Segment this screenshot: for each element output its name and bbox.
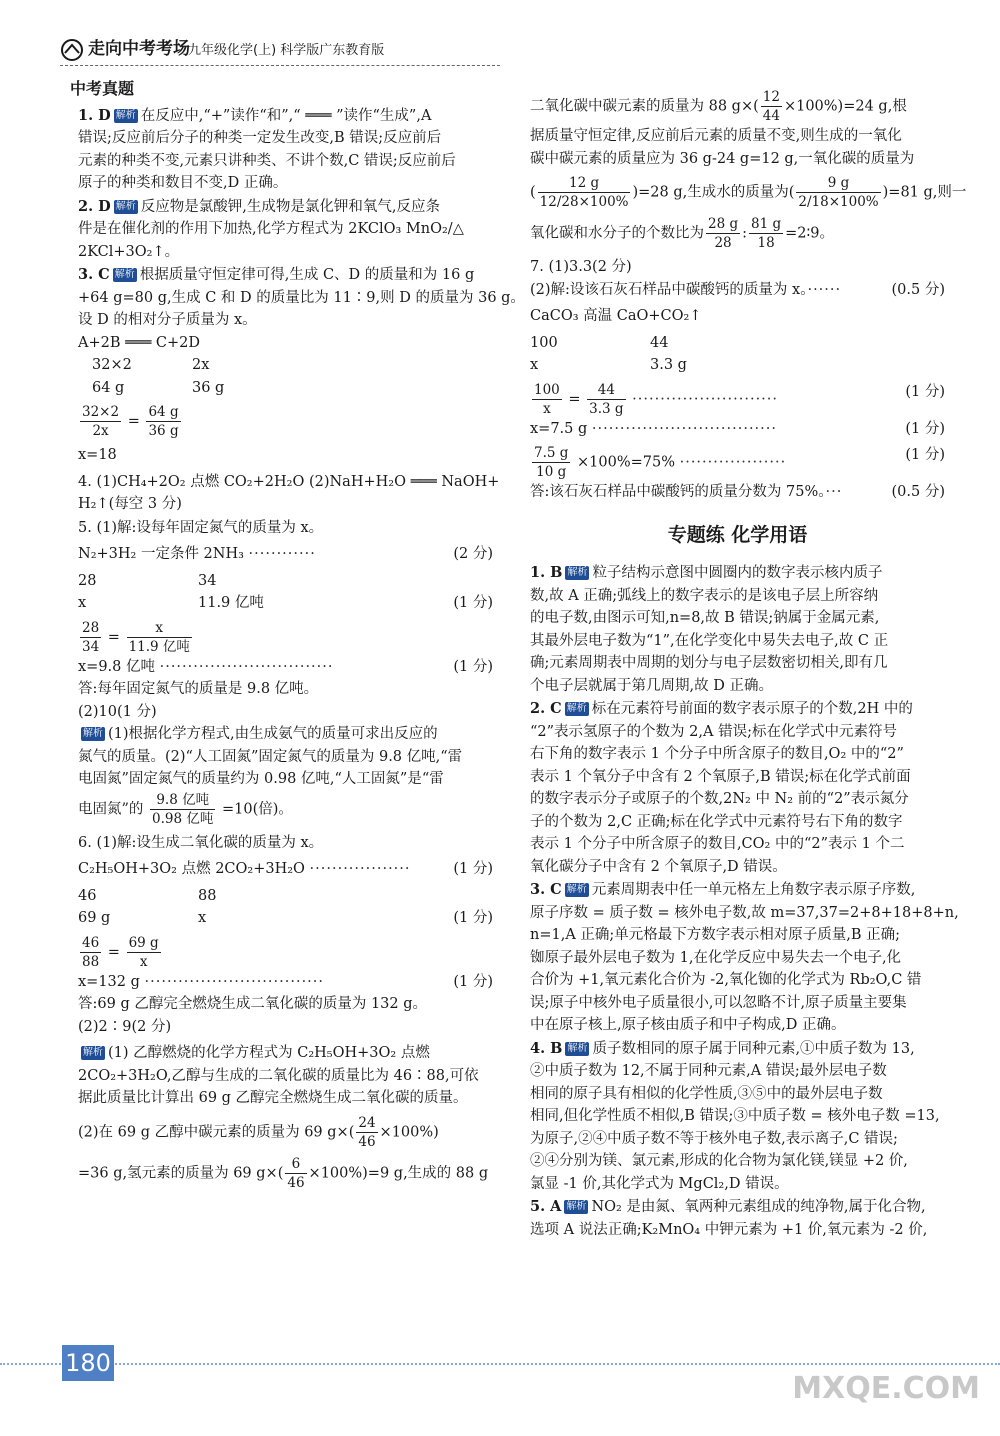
text-line: H₂↑(每空 3 分) bbox=[78, 496, 182, 512]
text-line: 铷原子最外层电子数为 1,在化学反应中易失去一个电子,化 bbox=[530, 949, 902, 966]
ratio-row: 64 g 36 g bbox=[92, 379, 225, 396]
text-line: 其最外层电子数为“1”,在化学变化中易失去电子,故 C 正 bbox=[530, 632, 889, 649]
right-column bbox=[530, 88, 967, 1242]
text-line: 设 D 的相对分子质量为 x。 bbox=[78, 312, 257, 328]
text-line: 个电子层就属于第几周期,故 D 正确。 bbox=[530, 677, 773, 694]
score: (1 分) bbox=[453, 658, 493, 675]
score: (1 分) bbox=[453, 910, 493, 926]
text-line: 右下角的数字表示 1 个分子中所含原子的数目,O₂ 中的“2” bbox=[530, 746, 904, 762]
page-number: 180 bbox=[62, 1345, 114, 1381]
question-5: 5. (1)解:设每年固定氮气的质量为 x。 N₂+3H₂ 一定条件 2NH₃ ············ (2 分) 28 34 x 11.9 亿吨 (1 分) $\frac{28}{34}$ = $\frac{x}{\text{11.9 亿吨}}$ x=9.8 亿吨 ······························· (1 分) 答:每年固定氮气的质量是 9.8 亿吨。 (2)10(1 分) 解析 (1)根据化学方程式,由生成氨气的质量可求出反应的 氮气的质量。(2)“人工固氮”固定氮气的质量为 9.8 亿吨,“雷 电固氮”固定氮气的质量约为 0.98 亿吨,“人工固氮”是“雷 电固氮”的 $\frac{\text{9.8 亿吨}}{\text{0.98 亿吨}}$ =10(倍)。 bbox=[78, 517, 493, 828]
ratio-row: 32×2 2x bbox=[92, 357, 210, 373]
text-line: (2)2∶9(2 分) bbox=[78, 1018, 172, 1035]
text-line: 选项 A 说法正确;K₂MnO₄ 中钾元素为 +1 价,氧元素为 -2 价, bbox=[530, 1221, 928, 1238]
text-line: 答:每年固定氮气的质量是 9.8 亿吨。 bbox=[78, 681, 319, 697]
answer-label: 4. B bbox=[530, 1039, 563, 1057]
watermark: MXQE.COM bbox=[792, 1371, 980, 1406]
text-line: =36 g,氢元素的质量为 69 g×( $\frac{6}{46}$ ×100%)=9 g,生成的 88 g bbox=[78, 1155, 489, 1191]
question-7 bbox=[530, 256, 945, 504]
logo-icon bbox=[60, 38, 84, 62]
question-1 bbox=[78, 105, 493, 195]
analysis-badge: 解析 bbox=[114, 269, 135, 280]
analysis-badge: 解析 bbox=[115, 109, 136, 121]
header-divider bbox=[60, 65, 500, 66]
text-line: 子的个数为 2,C 正确;标在化学式中元素符号右下角的数字 bbox=[530, 813, 903, 830]
text-line: “2”表示氢原子的个数为 2,A 错误;标在化学式中元素符号 bbox=[530, 723, 897, 740]
answer-label: 5. A bbox=[530, 1198, 562, 1215]
ratio-row: 100 44 bbox=[530, 334, 669, 351]
text-line: 2CO₂+3H₂O,乙醇与生成的二氧化碳的质量比为 46∶88,可依 bbox=[78, 1067, 479, 1084]
question-3 bbox=[78, 264, 525, 467]
text-line: 据此质量比计算出 69 g 乙醇完全燃烧生成二氧化碳的质量。 bbox=[78, 1090, 468, 1106]
analysis-badge: 解析 bbox=[566, 703, 587, 714]
text-line: 氯显 -1 价,其化学式为 MgCl₂,D 错误。 bbox=[530, 1175, 789, 1192]
topic-title: 专题练 化学用语 bbox=[667, 523, 808, 546]
text-line: 根据质量守恒定律可得,生成 C、D 的质量和为 16 g bbox=[139, 267, 475, 283]
analysis-badge: 解析 bbox=[566, 1201, 587, 1212]
text-line: 表示 1 个分子中所含原子的数目,CO₂ 中的“2”表示 1 个二 bbox=[530, 836, 905, 852]
text-line: ②④分别为镁、氯元素,形成的化合物为氯化镁,镁显 +2 价, bbox=[530, 1153, 908, 1169]
topic-question-1: 1. B 解析 粒子结构示意图中圆圈内的数字表示核内质子 数,故 A 正确;弧线上的数字表示的是该电子层上所容纳 的电子数,由图示可知,n=8,故 B 错误;钠属于金属元素, 其最外层电子数为“1”,在化学变化中易失去电子,故 C 正 确;元素周期表中周期的划分与电子层数密切相关,即有几 个电子层就属于第几周期,故 D 正确。 bbox=[530, 562, 945, 697]
text-line: 件是在催化剂的作用下加热,化学方程式为 2KClO₃ MnO₂/△ bbox=[78, 221, 464, 237]
footer-divider bbox=[0, 1363, 1000, 1365]
text-line: ( $\frac{12 g}{12/28\times 100\%}$ )=28 g,生成水的质量为( $\frac{9 g}{2/18\times 100\%}$ )=81 g,则一 bbox=[530, 175, 967, 210]
analysis-badge: 解析 bbox=[115, 200, 136, 212]
text-line: 的电子数,由图示可知,n=8,故 B 错误;钠属于金属元素, bbox=[530, 610, 880, 626]
topic-question-2: 2. C 解析 标在元素符号前面的数字表示原子的个数,2H 中的 “2”表示氢原子的个数为 2,A 错误;标在化学式中元素符号 右下角的数字表示 1 个分子中所含原子的数目,O₂ 中的“2” 表示 1 个氧分子中含有 2 个氧原子,B 错误;标在化学式前面 的数字表示分子或原子的个数,2N₂ 中 N₂ 前的“2”表示氮分 子的个数为 2,C 正确;标在化学式中元素符号右下角的数字 表示 1 个分子中所含原子的数目,CO₂ 中的“2”表示 1 个二 氧化碳分子中含有 2 个氧原子,D 错误。 bbox=[530, 698, 945, 878]
text-line: n=1,A 正确;单元格最下方数字表示相对原子质量,B 正确; bbox=[530, 927, 901, 943]
result: x=18 bbox=[78, 447, 117, 463]
topic-question-4: 4. B 解析 质子数相同的原子属于同种元素,①中质子数为 13, ②中质子数为 12,不属于同种元素,A 错误;最外层电子数 相同的原子具有相似的化学性质,③⑤中的最外层电子数 相同,但化学性质不相似,B 错误;③中质子数 = 核外电子数 =13, 为原子,②④中质子数不等于核外电子数,表示离子,C 错误; ②④分别为镁、氯元素,形成的化合物为氯化镁,镁显 +2 价, 氯显 -1 价,其化学式为 MgCl₂,D 错误。 bbox=[530, 1038, 945, 1196]
score: (0.5 分) bbox=[891, 484, 945, 500]
section-title: 中考真题 bbox=[70, 79, 135, 98]
text-line: 氮气的质量。(2)“人工固氮”固定氮气的质量为 9.8 亿吨,“雷 bbox=[78, 748, 463, 765]
text-line: 为原子,②④中质子数不等于核外电子数,表示离子,C 错误; bbox=[530, 1130, 898, 1147]
text-line: 相同的原子具有相似的化学性质,③⑤中的最外层电子数 bbox=[530, 1085, 883, 1102]
text-line: 确;元素周期表中周期的划分与电子层数密切相关,即有几 bbox=[530, 655, 888, 671]
text-line: 6. (1)解:设生成二氧化碳的质量为 x。 bbox=[78, 834, 324, 851]
page-header bbox=[60, 36, 940, 68]
proportion: $\frac{32\times 2}{2x}$ = $\frac{64 g}{36 g}$ bbox=[82, 404, 179, 439]
analysis-badge: 解析 bbox=[567, 567, 588, 578]
answer-label: 3. C bbox=[78, 266, 110, 283]
score: (1 分) bbox=[453, 973, 493, 990]
text-line: 氧化碳和水分子的个数比为 $\frac{28 g}{28}$ : $\frac{81 g}{18}$ =2∶9。 bbox=[530, 216, 835, 251]
score: (1 分) bbox=[905, 447, 945, 463]
equation: CaCO₃ 高温 CaO+CO₂↑ bbox=[530, 308, 702, 324]
text-line: 中在原子核上,原子核由质子和中子构成,D 正确。 bbox=[530, 1017, 846, 1033]
text-line: 元素的种类不变,元素只讲种类、不讲个数,C 错误;反应前后 bbox=[78, 152, 456, 169]
answer-label: 1. B bbox=[530, 564, 563, 581]
text-line: 4. (1)CH₄+2O₂ 点燃 CO₂+2H₂O (2)NaH+H₂O ═══ NaOH+ bbox=[78, 473, 500, 490]
answer-label: 2. D bbox=[78, 197, 111, 215]
text-line: 误;原子中核外电子质量很小,可以忽略不计,原子质量主要集 bbox=[530, 994, 907, 1011]
equation: N₂+3H₂ 一定条件 2NH₃ ············ (2 分) bbox=[78, 543, 493, 566]
result: x=9.8 亿吨 ······························· (1 分) bbox=[78, 656, 493, 679]
analysis-badge: 解析 bbox=[566, 884, 587, 895]
equation: C₂H₅OH+3O₂ 点燃 2CO₂+3H₂O ·················· (1 分) bbox=[78, 858, 493, 881]
text-line: 答:69 g 乙醇完全燃烧生成二氧化碳的质量为 132 g。 bbox=[78, 996, 428, 1012]
proportion: $\frac{100}{x}$ = $\frac{44}{3.3 g}$ ·························· (1 分) bbox=[534, 381, 945, 417]
text-line: 二氧化碳中碳元素的质量为 88 g×( $\frac{12}{44}$ ×100%)=24 g,根 bbox=[530, 89, 907, 124]
answer-label: 2. C bbox=[530, 700, 562, 717]
score: (2 分) bbox=[453, 546, 493, 562]
proportion: $\frac{46}{88}$ = $\frac{69 g}{x}$ bbox=[82, 934, 159, 970]
score: (1 分) bbox=[453, 595, 493, 611]
text-line: 在反应中,“+”读作“和”,“ ═══ ”读作“生成”,A bbox=[140, 107, 432, 124]
text-line: 错误;反应前后分子的种类一定发生改变,B 错误;反应前后 bbox=[78, 130, 442, 146]
text-line: (2)解:设该石灰石样品中碳酸钙的质量为 x。······ (0.5 分) bbox=[530, 279, 945, 302]
answer-label: 3. C bbox=[530, 881, 562, 898]
question-4 bbox=[78, 471, 500, 516]
text-line: 电固氮”的 $\frac{\text{9.8 亿吨}}{\text{0.98 亿吨}}$ =10(倍)。 bbox=[78, 791, 293, 827]
question-6-continued bbox=[530, 88, 967, 252]
proportion: $\frac{28}{34}$ = $\frac{x}{\text{11.9 亿吨}}$ bbox=[82, 619, 190, 655]
question-2 bbox=[78, 196, 493, 264]
ratio-row: x 3.3 g bbox=[530, 357, 687, 373]
analysis-badge: 解析 bbox=[567, 1042, 588, 1054]
text-line: (2)在 69 g 乙醇中碳元素的质量为 69 g×( $\frac{24}{46}$ ×100%) bbox=[78, 1114, 439, 1150]
text-line: 7. (1)3.3(2 分) bbox=[530, 259, 632, 275]
text-line: 表示 1 个氧分子中含有 2 个氧原子,B 错误;标在化学式前面 bbox=[530, 768, 911, 785]
text-line: 反应物是氯酸钾,生成物是氯化钾和氧气,反应条 bbox=[140, 198, 440, 215]
text-line: 据质量守恒定律,反应前后元素的质量不变,则生成的一氧化 bbox=[530, 128, 902, 144]
score: (1 分) bbox=[905, 383, 945, 400]
text-line: ②中质子数为 12,不属于同种元素,A 错误;最外层电子数 bbox=[530, 1063, 887, 1079]
question-6: 6. (1)解:设生成二氧化碳的质量为 x。 C₂H₅OH+3O₂ 点燃 2CO₂+3H₂O ·················· (1 分) 46 88 69 g x (1 分) $\frac{46}{88}$ = $\frac{69 g}{x}$ x=132 g ································ (1 分) 答:69 g 乙醇完全燃烧生成二氧化碳的质量为 132 g。 (2)2∶9(2 分) 解析 (1) 乙醇燃烧的化学方程式为 C₂H₅OH+3O₂ 点燃 2CO₂+3H₂O,乙醇与生成的二氧化碳的质量比为 46∶88,可依 据此质量比计算出 69 g 乙醇完全燃烧生成二氧化碳的质量。 (2)在 69 g 乙醇中碳元素的质量为 69 g×( $\frac{24}{46}$ ×100%) =36 g,氢元素的质量为 69 g×( $\frac{6}{46}$ ×100%)=9 g,生成的 88 g bbox=[78, 832, 493, 1192]
text-line: 的数字表示分子或原子的个数,2N₂ 中 N₂ 前的“2”表示氮分 bbox=[530, 791, 909, 807]
text-line: 2KCl+3O₂↑。 bbox=[78, 243, 180, 260]
text-line: +64 g=80 g,生成 C 和 D 的质量比为 11∶9,则 D 的质量为 36 g。 bbox=[78, 289, 525, 306]
percentage: $\frac{7.5 g}{10 g}$ ×100%=75% ··················· (1 分) bbox=[534, 445, 945, 480]
topic-question-5: 5. A 解析 NO₂ 是由氮、氧两种元素组成的纯净物,属于化合物, 选项 A 说法正确;K₂MnO₄ 中钾元素为 +1 价,氧元素为 -2 价, bbox=[530, 1196, 945, 1241]
ratio-row: 46 88 bbox=[78, 887, 217, 904]
score: (0.5 分) bbox=[891, 281, 945, 298]
result: x=7.5 g ································· (1 分) bbox=[530, 418, 945, 441]
text-line: 原子的种类和数目不变,D 正确。 bbox=[78, 175, 288, 191]
analysis-badge: 解析 bbox=[83, 728, 103, 739]
answer-label: 1. D bbox=[78, 106, 111, 124]
ratio-row: x 11.9 亿吨 (1 分) bbox=[78, 592, 493, 615]
book-title: 九年级化学(上) 科学版广东教育版 bbox=[188, 43, 385, 58]
analysis-badge: 解析 bbox=[83, 1047, 103, 1058]
equation: A+2B ═══ C+2D bbox=[78, 334, 201, 351]
text-line: 原子序数 = 质子数 = 核外电子数,故 m=37,37=2+8+18+8+n, bbox=[530, 904, 959, 921]
text-line: 氧化碳分子中含有 2 个氧原子,D 错误。 bbox=[530, 858, 787, 875]
text-line: 电固氮”固定氮气的质量约为 0.98 亿吨,“人工固氮”是“雷 bbox=[78, 771, 444, 787]
text-line: 相同,但化学性质不相似,B 错误;③中质子数 = 核外电子数 =13, bbox=[530, 1108, 940, 1124]
text-line: 答:该石灰石样品中碳酸钙的质量分数为 75%。··· (0.5 分) bbox=[530, 481, 945, 504]
ratio-row: 28 34 bbox=[78, 572, 217, 589]
brand-name: 走向中考考场 bbox=[88, 39, 190, 59]
topic-question-3: 3. C 解析 元素周期表中任一单元格左上角数字表示原子序数, 原子序数 = 质子数 = 核外电子数,故 m=37,37=2+8+18+8+n, n=1,A 正确;单元格最下方数字表示相对原子质量,B 正确; 铷原子最外层电子数为 1,在化学反应中易失去一个电子,化 合价为 +1,氧元素化合价为 -2,氧化铷的化学式为 Rb₂O,C 错 误;原子中核外电子质量很小,可以忽略不计,原子质量主要集 中在原子核上,原子核由质子和中子构成,D 正确。 bbox=[530, 879, 945, 1037]
text-line: 合价为 +1,氧元素化合价为 -2,氧化铷的化学式为 Rb₂O,C 错 bbox=[530, 972, 922, 988]
text-line: (2)10(1 分) bbox=[78, 703, 157, 720]
text-line: 5. (1)解:设每年固定氮气的质量为 x。 bbox=[78, 519, 324, 536]
text-line: 数,故 A 正确;弧线上的数字表示的是该电子层上所容纳 bbox=[530, 587, 879, 604]
result: x=132 g ································ (1 分) bbox=[78, 971, 493, 994]
left-column bbox=[70, 78, 525, 1193]
score: (1 分) bbox=[453, 861, 493, 877]
score: (1 分) bbox=[905, 420, 945, 437]
text-line: 碳中碳元素的质量应为 36 g-24 g=12 g,一氧化碳的质量为 bbox=[530, 150, 915, 167]
ratio-row: 69 g x (1 分) bbox=[78, 907, 493, 930]
